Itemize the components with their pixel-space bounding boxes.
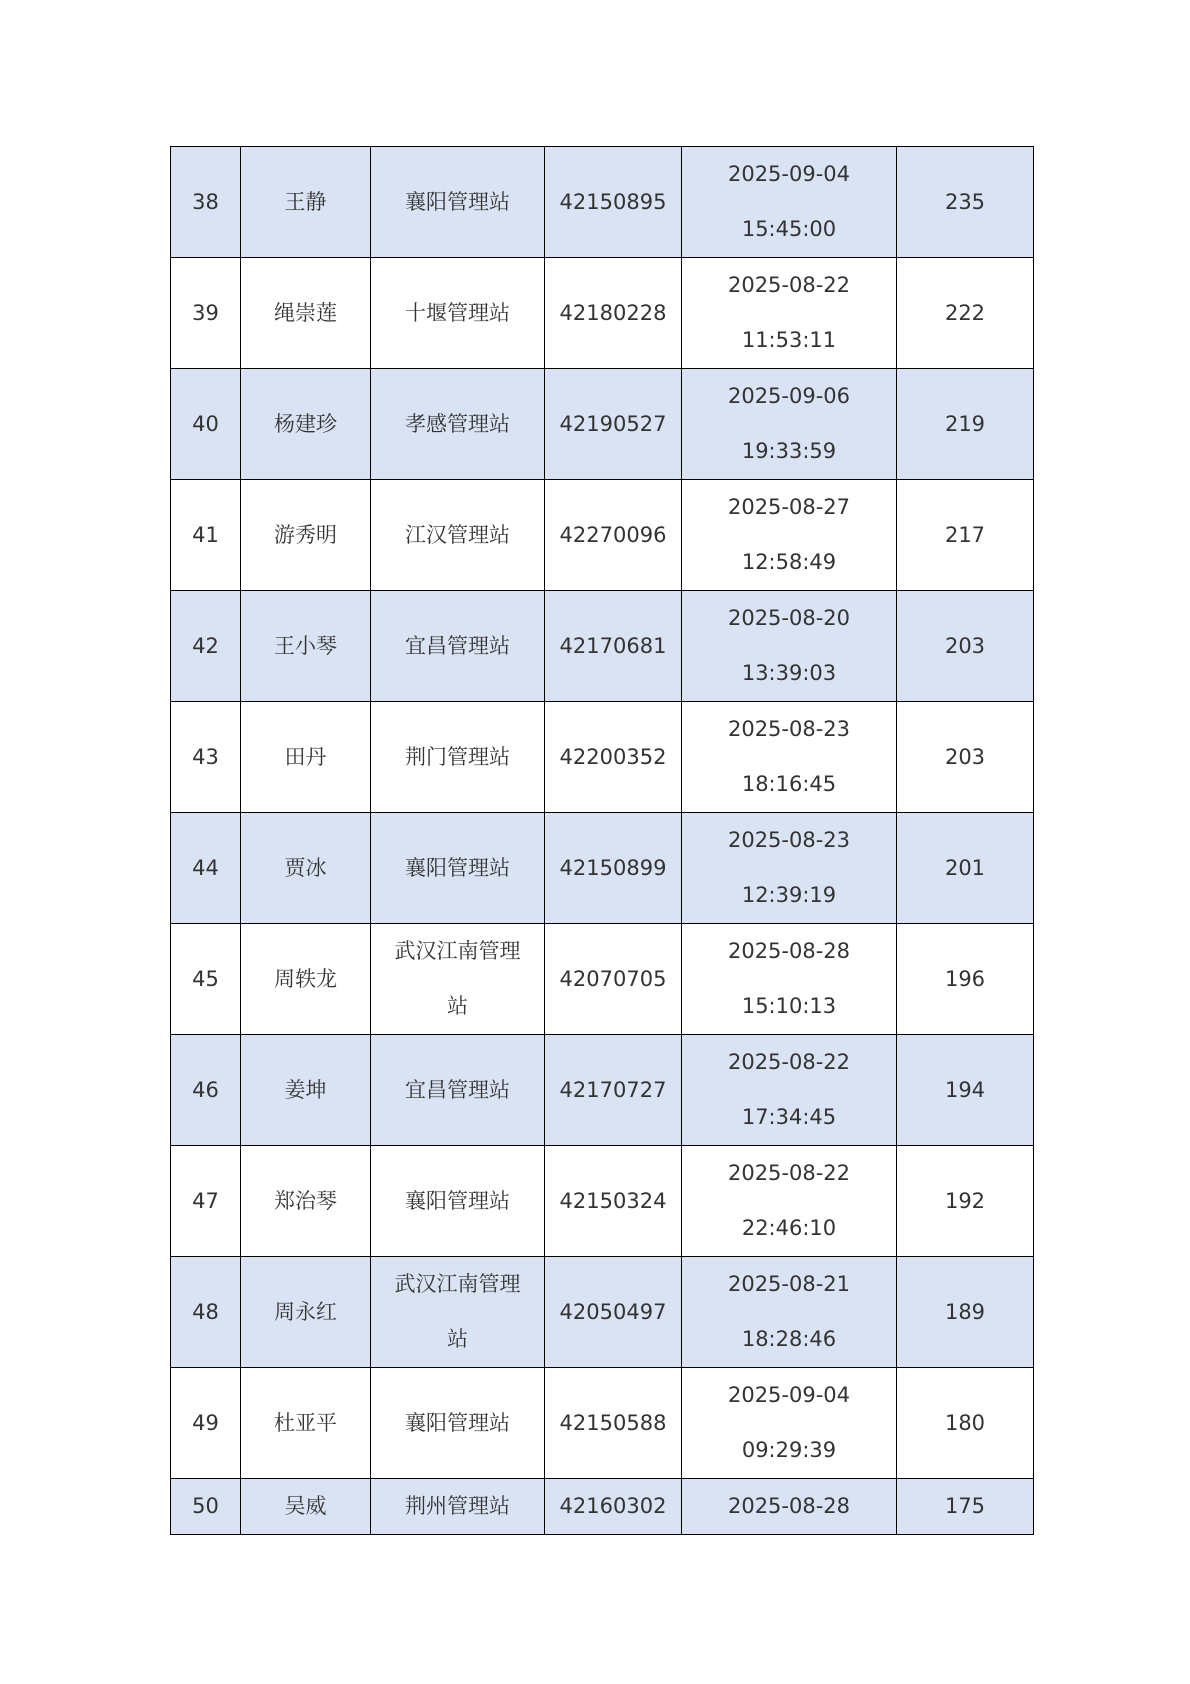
time-cell-line: 2025-08-21 [727,1272,851,1296]
rank-cell: 43 [171,702,241,813]
name-cell: 吴威 [241,1479,371,1535]
station-cell [371,369,545,480]
score-cell: 192 [897,1146,1034,1257]
score-cell: 180 [897,1368,1034,1479]
rank-cell: 41 [171,480,241,591]
time-cell [682,369,897,480]
id-cell: 42150324 [545,1146,682,1257]
time-cell-line: 2025-09-04 [727,1383,851,1407]
time-cell-line: 2025-08-28 [727,1494,851,1518]
id-cell: 42190527 [545,369,682,480]
time-cell [682,480,897,591]
station-cell-line: 襄阳管理站 [405,855,510,880]
table-row [171,702,1034,813]
time-cell-line: 2025-08-22 [727,1050,851,1074]
station-cell-line: 宜昌管理站 [405,633,510,658]
time-cell [682,147,897,258]
time-cell-line: 18:28:46 [741,1327,837,1351]
time-cell [682,1368,897,1479]
rank-cell: 38 [171,147,241,258]
rank-cell: 46 [171,1035,241,1146]
time-cell-line: 2025-08-22 [727,1161,851,1185]
id-cell: 42170681 [545,591,682,702]
station-cell [371,258,545,369]
time-cell [682,258,897,369]
score-cell: 235 [897,147,1034,258]
time-cell [682,591,897,702]
rank-cell: 49 [171,1368,241,1479]
name-cell: 王小琴 [241,591,371,702]
time-cell-line: 2025-08-22 [727,273,851,297]
station-cell [371,1035,545,1146]
time-cell-line: 17:34:45 [741,1105,837,1129]
time-cell [682,924,897,1035]
station-cell-line: 宜昌管理站 [405,1077,510,1102]
ranking-table [170,146,1034,1535]
station-cell-line: 荆门管理站 [405,744,510,769]
ranking-table-body [171,147,1034,1535]
time-cell [682,1146,897,1257]
id-cell: 42070705 [545,924,682,1035]
table-row [171,1146,1034,1257]
station-cell [371,924,545,1035]
time-cell-line: 15:45:00 [741,217,837,241]
station-cell-line: 站 [447,994,468,1018]
name-cell: 周轶龙 [241,924,371,1035]
table-row [171,1479,1034,1535]
time-cell-line: 2025-08-27 [727,495,851,519]
table-row [171,813,1034,924]
rank-cell: 44 [171,813,241,924]
rank-cell: 45 [171,924,241,1035]
station-cell [371,1479,545,1535]
name-cell: 郑治琴 [241,1146,371,1257]
time-cell-line: 2025-08-20 [727,606,851,630]
station-cell-line: 武汉江南管理 [394,1272,521,1296]
id-cell: 42170727 [545,1035,682,1146]
station-cell-line: 荆州管理站 [405,1494,510,1518]
time-cell [682,1479,897,1535]
time-cell [682,813,897,924]
table-row [171,1035,1034,1146]
time-cell-line: 15:10:13 [741,994,837,1018]
time-cell-line: 12:58:49 [741,550,837,574]
score-cell: 189 [897,1257,1034,1368]
name-cell: 杜亚平 [241,1368,371,1479]
id-cell: 42160302 [545,1479,682,1535]
rank-cell: 42 [171,591,241,702]
score-cell: 203 [897,591,1034,702]
time-cell-line: 2025-08-23 [727,717,851,741]
id-cell: 42150895 [545,147,682,258]
table-row [171,369,1034,480]
time-cell [682,1035,897,1146]
station-cell-line: 襄阳管理站 [405,189,510,214]
time-cell-line: 12:39:19 [741,883,837,907]
table-row [171,924,1034,1035]
id-cell: 42050497 [545,1257,682,1368]
name-cell: 杨建珍 [241,369,371,480]
station-cell [371,1368,545,1479]
station-cell-line: 襄阳管理站 [405,1188,510,1213]
score-cell: 194 [897,1035,1034,1146]
name-cell: 游秀明 [241,480,371,591]
station-cell-line: 十堰管理站 [405,300,510,325]
time-cell-line: 22:46:10 [741,1216,837,1240]
time-cell-line: 18:16:45 [741,772,837,796]
station-cell [371,813,545,924]
score-cell: 203 [897,702,1034,813]
station-cell [371,702,545,813]
station-cell [371,1146,545,1257]
name-cell: 周永红 [241,1257,371,1368]
score-cell: 175 [897,1479,1034,1535]
time-cell-line: 09:29:39 [741,1438,837,1462]
name-cell: 田丹 [241,702,371,813]
id-cell: 42180228 [545,258,682,369]
score-cell: 217 [897,480,1034,591]
time-cell-line: 11:53:11 [741,328,837,352]
table-row [171,147,1034,258]
station-cell-line: 江汉管理站 [405,522,510,547]
name-cell: 贾冰 [241,813,371,924]
table-row [171,1257,1034,1368]
rank-cell: 48 [171,1257,241,1368]
rank-cell: 40 [171,369,241,480]
station-cell [371,147,545,258]
name-cell: 绳崇莲 [241,258,371,369]
id-cell: 42150899 [545,813,682,924]
time-cell [682,702,897,813]
id-cell: 42270096 [545,480,682,591]
station-cell [371,480,545,591]
score-cell: 201 [897,813,1034,924]
station-cell-line: 襄阳管理站 [405,1410,510,1435]
name-cell: 王静 [241,147,371,258]
time-cell-line: 2025-08-28 [727,939,851,963]
score-cell: 222 [897,258,1034,369]
score-cell: 196 [897,924,1034,1035]
rank-cell: 47 [171,1146,241,1257]
time-cell-line: 2025-09-06 [727,384,851,408]
time-cell-line: 2025-08-23 [727,828,851,852]
id-cell: 42200352 [545,702,682,813]
table-row [171,1368,1034,1479]
time-cell-line: 2025-09-04 [727,162,851,186]
id-cell: 42150588 [545,1368,682,1479]
rank-cell: 39 [171,258,241,369]
station-cell-line: 孝感管理站 [405,411,510,436]
time-cell-line: 19:33:59 [741,439,837,463]
station-cell [371,591,545,702]
time-cell [682,1257,897,1368]
rank-cell: 50 [171,1479,241,1535]
time-cell-line: 13:39:03 [741,661,837,685]
table-row [171,591,1034,702]
station-cell-line: 站 [447,1327,468,1351]
score-cell: 219 [897,369,1034,480]
name-cell: 姜坤 [241,1035,371,1146]
table-row [171,480,1034,591]
table-row [171,258,1034,369]
station-cell-line: 武汉江南管理 [394,939,521,963]
station-cell [371,1257,545,1368]
